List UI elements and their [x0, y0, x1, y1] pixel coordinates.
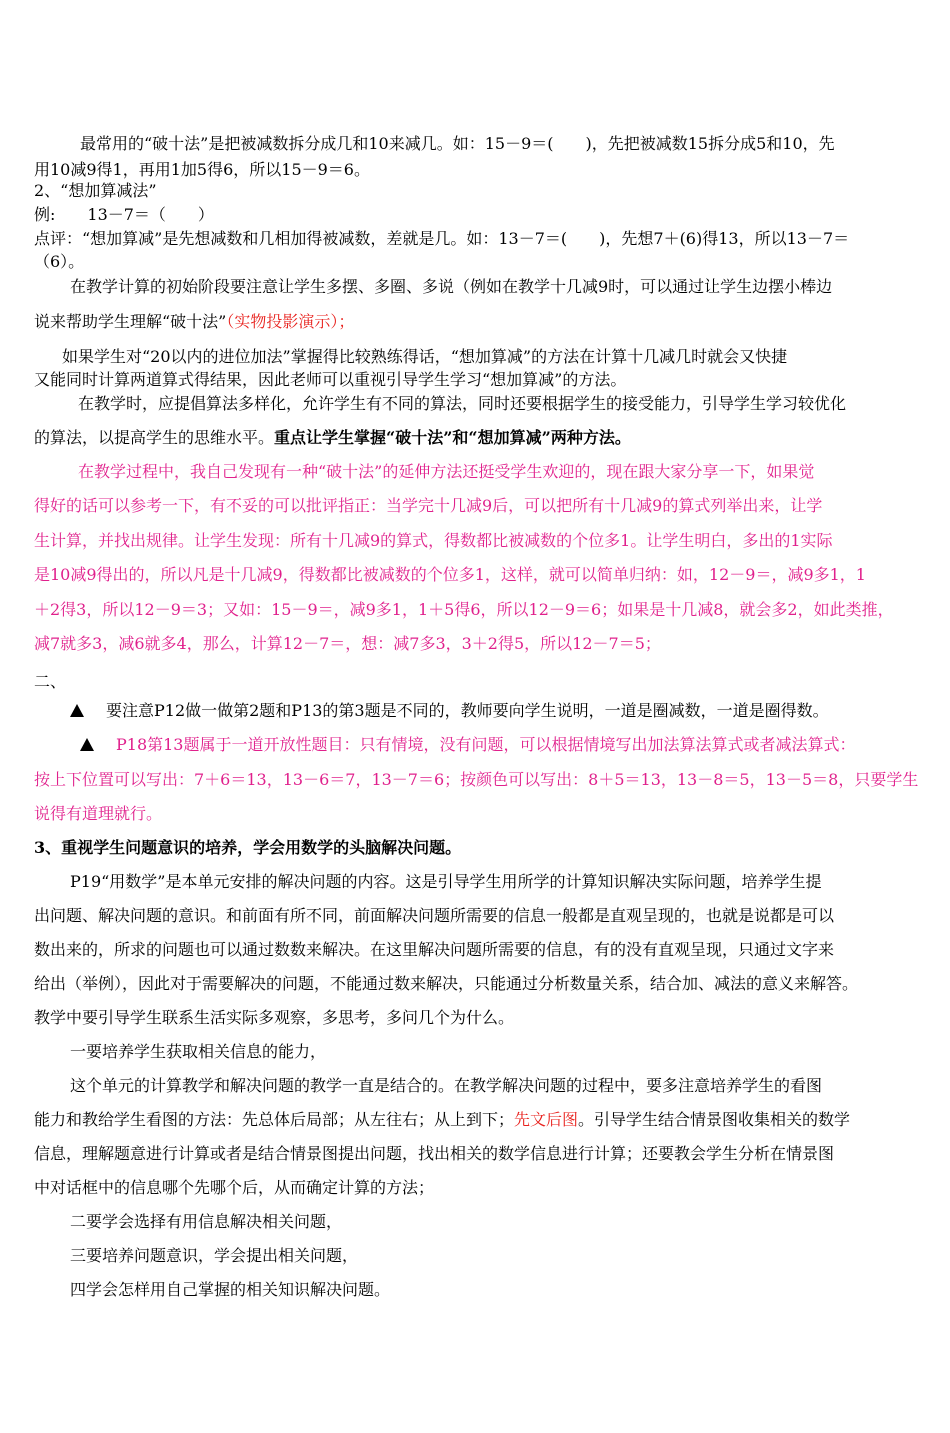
para-early-line-2 — [34, 312, 354, 332]
para-addition-line-1: 如果学生对“20以内的进位加法”掌握得比较熟练得话，“想加算减”的方法在计算十几减几时就会又快捷 — [62, 347, 788, 366]
para-diversity-line-2 — [34, 428, 631, 448]
para-p19-line-5: 教学中要引导学生联系生活实际多观察，多思考，多问几个为什么。 — [34, 1008, 515, 1027]
bullet-1 — [70, 701, 829, 721]
para-unit-text-a: 能力和教给学生看图的方法：先总体后局部；从左往右；从上到下； — [34, 1110, 515, 1129]
para-p19-line-2: 出问题、解决问题的意识。和前面有所不同，前面解决问题所需要的信息一般都是直观呈现的，也就是说都是可以 — [34, 906, 835, 925]
para-extension-line-6: 减7就多3，减6就多4，那么，计算12－7＝，想：减7多3，3＋2得5，所以12－7＝5； — [34, 634, 661, 653]
para-p19-line-1: P19“用数学”是本单元安排的解决问题的内容。这是引导学生用所学的计算知识解决实际问题，培养学生提 — [70, 872, 822, 891]
para-unit-line-2 — [34, 1110, 850, 1130]
para-unit-red-phrase: 先文后图 — [514, 1110, 579, 1129]
para-unit-text-b: 。引导学生结合情景图收集相关的数学 — [578, 1110, 851, 1129]
para-extension-line-5: ＋2得3，所以12－9＝3；又如：15－9＝，减9多1，1＋5得6，所以12－9＝6；如果是十几减8，就会多2，如此类推， — [34, 600, 894, 619]
point-2: 二要学会选择有用信息解决相关问题， — [70, 1212, 343, 1231]
para-diversity-key-point: 重点让学生掌握“破十法”和“想加算减”两种方法。 — [274, 428, 631, 447]
para-extension-line-4: 是10减9得出的，所以凡是十几减9，得数都比被减数的个位多1，这样，就可以简单归纳：如，12－9＝，减9多1，1 — [34, 565, 866, 584]
para-pofa-line-2: 用10减9得1，再用1加5得6，所以15－9＝6。 — [34, 160, 370, 179]
point-3: 三要培养问题意识，学会提出相关问题， — [70, 1246, 359, 1265]
section-2-comment-line-1: 点评：“想加算减”是先想减数和几相加得被减数，差就是几。如：13－7＝( )，先想7＋(6)得13，所以13－7＝ — [34, 229, 850, 248]
para-early-line-1: 在教学计算的初始阶段要注意让学生多摆、多圈、多说（例如在教学十几减9时，可以通过让学生边摆小棒边 — [70, 277, 833, 296]
section-er-heading: 二、 — [34, 672, 67, 691]
para-unit-line-3: 信息，理解题意进行计算或者是结合情景图提出问题，找出相关的数学信息进行计算；还要教会学生分析在情景图 — [34, 1144, 835, 1163]
bullet-1-text: 要注意P12做一做第2题和P13的第3题是不同的，教师要向学生说明，一道是圈减数，一道是圈得数。 — [106, 701, 829, 720]
demo-note-red: （实物投影演示）； — [226, 312, 355, 331]
bullet-2-line-1 — [80, 735, 856, 755]
triangle-bullet-icon — [80, 738, 94, 751]
para-diversity-line-1: 在教学时，应提倡算法多样化，允许学生有不同的算法，同时还要根据学生的接受能力，引导学生学习较优化 — [78, 394, 847, 413]
bullet-2-line-2: 按上下位置可以写出：7＋6＝13，13－6＝7，13－7＝6；按颜色可以写出：8＋5＝13，13－8＝5，13－5＝8，只要学生 — [34, 770, 919, 789]
para-pofa-line-1: 最常用的“破十法”是把被减数拆分成几和10来减几。如：15－9＝( )，先把被减数15拆分成5和10，先 — [80, 134, 835, 153]
point-1: 一要培养学生获取相关信息的能力， — [70, 1042, 327, 1061]
para-extension-line-3: 生计算，并找出规律。让学生发现：所有十几减9的算式，得数都比被减数的个位多1。让学生明白，多出的1实际 — [34, 531, 833, 550]
para-unit-line-4: 中对话框中的信息哪个先哪个后，从而确定计算的方法； — [34, 1178, 435, 1197]
section-2-example: 例: 13－7＝（ ） — [34, 205, 214, 224]
para-p19-line-3: 数出来的，所求的问题也可以通过数数来解决。在这里解决问题所需要的信息，有的没有直观呈现，只通过文字来 — [34, 940, 835, 959]
para-addition-line-2: 又能同时计算两道算式得结果，因此老师可以重视引导学生学习“想加算减”的方法。 — [34, 370, 627, 389]
section-3-heading: 3、重视学生问题意识的培养，学会用数学的头脑解决问题。 — [34, 838, 462, 857]
para-p19-line-4: 给出（举例），因此对于需要解决的问题，不能通过数来解决，只能通过分析数量关系，结合加、减法的意义来解答。 — [34, 974, 859, 993]
para-early-text: 说来帮助学生理解“破十法” — [34, 312, 227, 331]
para-unit-line-1: 这个单元的计算教学和解决问题的教学一直是结合的。在教学解决问题的过程中，要多注意培养学生的看图 — [70, 1076, 823, 1095]
triangle-bullet-icon — [70, 704, 84, 717]
section-2-comment-line-2: （6）。 — [34, 252, 85, 271]
bullet-2-text: P18第13题属于一道开放性题目：只有情境，没有问题，可以根据情境写出加法算法算式或者减法算式： — [116, 735, 856, 754]
para-extension-line-2: 得好的话可以参考一下，有不妥的可以批评指正：当学完十几减9后，可以把所有十几减9的算式列举出来，让学 — [34, 496, 823, 515]
bullet-2-line-3: 说得有道理就行。 — [34, 804, 163, 823]
para-extension-line-1: 在教学过程中，我自己发现有一种“破十法”的延伸方法还挺受学生欢迎的，现在跟大家分享一下，如果觉 — [78, 462, 815, 481]
point-4: 四学会怎样用自己掌握的相关知识解决问题。 — [70, 1280, 391, 1299]
section-2-heading: 2、“想加算减法” — [34, 181, 157, 200]
para-diversity-text: 的算法，以提高学生的思维水平。 — [34, 428, 275, 447]
